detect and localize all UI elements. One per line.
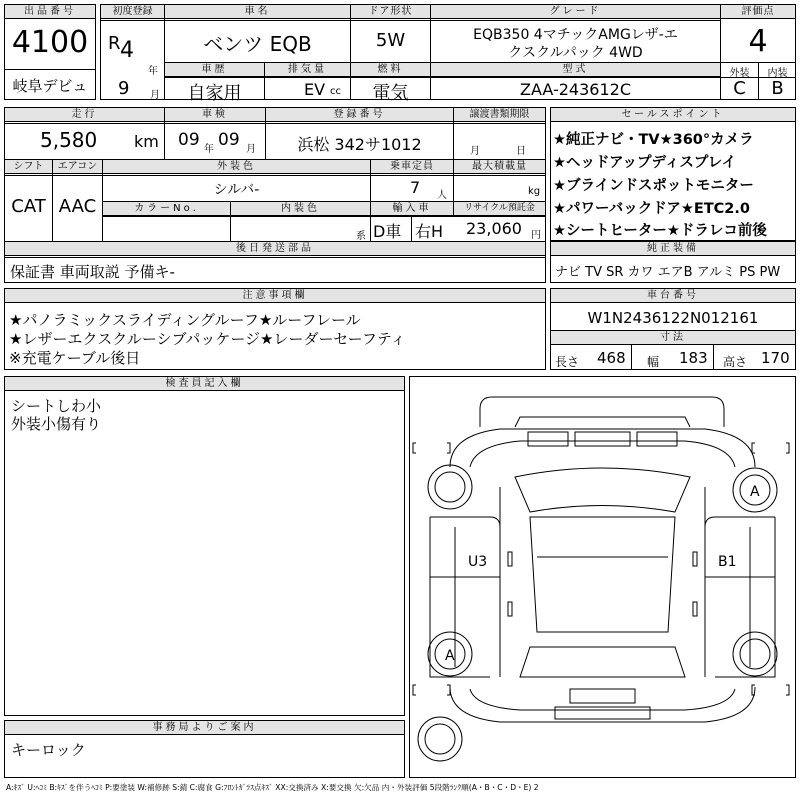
equipment-box bbox=[550, 241, 796, 283]
transfer-label: 譲渡書類期限 bbox=[454, 108, 545, 122]
int-color-label: 内装色 bbox=[231, 202, 370, 216]
max-load-label: 最大積載量 bbox=[454, 160, 545, 174]
fuel-label: 燃料 bbox=[351, 63, 430, 77]
import-handle: 右H bbox=[415, 222, 444, 241]
legend: A:ｷｽﾞ U:ﾍｺﾐ B:ｷｽﾞを伴うﾍｺﾐ P:要塗装 W:補修跡 S:錆 C:腐食 G:ﾌﾛﾝﾄｶﾞﾗｽ点ｷｽﾞ XX:交換済み X:要交換 欠:欠品 内・外装評価 5段階ﾗﾝｸ順(A・B・C・D・E) 2 bbox=[6, 783, 539, 792]
width-label: 幅 bbox=[647, 355, 660, 369]
sales-points-label: セールスポイント bbox=[551, 108, 795, 122]
later-parts-label: 後日発送部品 bbox=[5, 242, 545, 256]
transfer-day: 日 bbox=[516, 146, 526, 157]
width-value: 183 bbox=[679, 349, 708, 367]
model-value: ZAA-243612C bbox=[520, 80, 631, 99]
capacity-value: 7 bbox=[410, 178, 421, 197]
int-color-suffix: 系 bbox=[356, 231, 366, 242]
notes-line-3: ※充電ケーブル後日 bbox=[9, 349, 141, 367]
mileage-value: 5,580 bbox=[40, 128, 98, 152]
mark-left-door: U3 bbox=[468, 554, 488, 570]
rating-score: 4 bbox=[748, 24, 768, 59]
equipment-label: 純正装備 bbox=[551, 242, 795, 256]
plate-value: 浜松 342サ1012 bbox=[297, 135, 422, 154]
history-label: 車歴 bbox=[165, 63, 264, 77]
grade-line1: EQB350 4マチックAMGレザ-エ bbox=[473, 27, 678, 43]
ext-color-value: シルバ- bbox=[213, 182, 260, 198]
inspection-year: 09 bbox=[178, 130, 200, 150]
recycle-label: リサイクル預託金 bbox=[454, 202, 545, 216]
door-type: 5W bbox=[375, 30, 406, 51]
venue: 岐阜デビュ bbox=[12, 77, 88, 95]
height-label: 高さ bbox=[723, 355, 748, 369]
office-label: 事務局よりご案内 bbox=[5, 721, 404, 735]
later-parts-value: 保証書 車両取説 予備キ- bbox=[10, 263, 175, 281]
color-no-label: カラーNo. bbox=[103, 202, 230, 216]
notes-line-2: ★レザーエクスクルーシブパッケージ★レーダーセーフティ bbox=[9, 330, 406, 348]
inspector-label: 検査員記入欄 bbox=[5, 377, 404, 391]
sales-point-4: ★パワーバックドア★ETC2.0 bbox=[553, 201, 750, 217]
displacement-value: EV bbox=[304, 80, 326, 99]
office-box bbox=[4, 720, 405, 778]
office-value: キーロック bbox=[11, 741, 86, 759]
ext-color-label: 外装色 bbox=[103, 160, 370, 174]
height-value: 170 bbox=[761, 349, 790, 367]
displacement-unit: cc bbox=[330, 86, 341, 97]
transfer-month: 月 bbox=[470, 146, 480, 157]
lot-box bbox=[4, 4, 96, 100]
length-label: 長さ bbox=[555, 355, 580, 369]
mileage-unit: km bbox=[134, 132, 159, 151]
ac-value: AAC bbox=[58, 196, 97, 217]
inspector-line-1: シートしわ小 bbox=[11, 397, 102, 415]
notes-label: 注意事項欄 bbox=[5, 289, 545, 303]
damage-diagram bbox=[409, 376, 796, 778]
capacity-label: 乗車定員 bbox=[371, 160, 453, 174]
displacement-label: 排気量 bbox=[265, 63, 350, 77]
chassis-label: 車台番号 bbox=[551, 289, 795, 303]
ext-label: 外装 bbox=[729, 68, 750, 79]
import-type: D車 bbox=[373, 222, 402, 241]
mark-rear-left: A bbox=[445, 648, 455, 664]
first-reg-label: 初度登録 bbox=[101, 5, 164, 19]
grade-line2: クスクルパック 4WD bbox=[508, 45, 643, 61]
first-reg-month-unit: 月 bbox=[150, 90, 160, 101]
length-value: 468 bbox=[597, 349, 626, 367]
mark-front-right: A bbox=[750, 484, 760, 500]
max-load-unit: kg bbox=[528, 186, 541, 197]
import-label: 輸入車 bbox=[371, 202, 453, 216]
lot-number: 4100 bbox=[11, 25, 89, 60]
first-reg-month: 9 bbox=[118, 78, 130, 99]
chassis-box bbox=[550, 288, 796, 370]
chassis-number: W1N2436122N012161 bbox=[587, 309, 759, 327]
mark-right-door: B1 bbox=[718, 554, 737, 570]
sales-point-2: ★ヘッドアップディスプレイ bbox=[553, 155, 737, 171]
inspection-label: 車検 bbox=[165, 108, 265, 122]
shift-value: CAT bbox=[11, 196, 46, 217]
grade-label: グレード bbox=[431, 5, 720, 19]
capacity-unit: 人 bbox=[437, 190, 447, 201]
int-label: 内装 bbox=[767, 68, 788, 79]
sales-point-3: ★ブラインドスポットモニター bbox=[553, 178, 754, 194]
model-label: 型式 bbox=[431, 63, 720, 77]
int-grade: B bbox=[771, 78, 784, 99]
door-label: ドア形状 bbox=[351, 5, 430, 19]
notes-box bbox=[4, 288, 546, 370]
first-reg-year-unit: 年 bbox=[148, 66, 158, 77]
first-reg-era: R bbox=[108, 33, 121, 54]
recycle-value: 23,060 bbox=[466, 219, 522, 238]
inspection-month-unit: 月 bbox=[246, 144, 256, 155]
equipment-value: ナビ TV SR カワ エアB アルミ PS PW bbox=[555, 265, 781, 280]
notes-line-1: ★パノラミックスライディングルーフ★ルーフレール bbox=[9, 311, 361, 329]
ac-label: エアコン bbox=[53, 160, 102, 174]
shift-label: シフト bbox=[5, 160, 52, 174]
rating-label: 評価点 bbox=[721, 5, 795, 19]
recycle-unit: 円 bbox=[531, 230, 541, 241]
car-name: ベンツ EQB bbox=[203, 32, 312, 56]
ext-grade: C bbox=[733, 78, 746, 99]
fuel-value: 電気 bbox=[372, 83, 409, 104]
sales-point-1: ★純正ナビ・TV★360°カメラ bbox=[553, 132, 754, 148]
dimensions-label: 寸法 bbox=[551, 330, 795, 345]
inspection-month: 09 bbox=[218, 130, 240, 150]
car-name-label: 車名 bbox=[165, 5, 350, 19]
inspection-year-unit: 年 bbox=[204, 144, 214, 155]
car-outline bbox=[410, 377, 795, 777]
inspector-box bbox=[4, 376, 405, 716]
first-reg-year: 4 bbox=[120, 38, 134, 63]
history-value: 自家用 bbox=[187, 83, 242, 104]
mileage-label: 走行 bbox=[5, 108, 164, 122]
sales-points-box bbox=[550, 107, 796, 241]
sales-point-5: ★シートヒーター★ドラレコ前後 bbox=[553, 223, 767, 239]
inspector-line-2: 外装小傷有り bbox=[11, 415, 102, 433]
lot-label: 出品番号 bbox=[5, 5, 95, 19]
plate-label: 登録番号 bbox=[266, 108, 453, 122]
